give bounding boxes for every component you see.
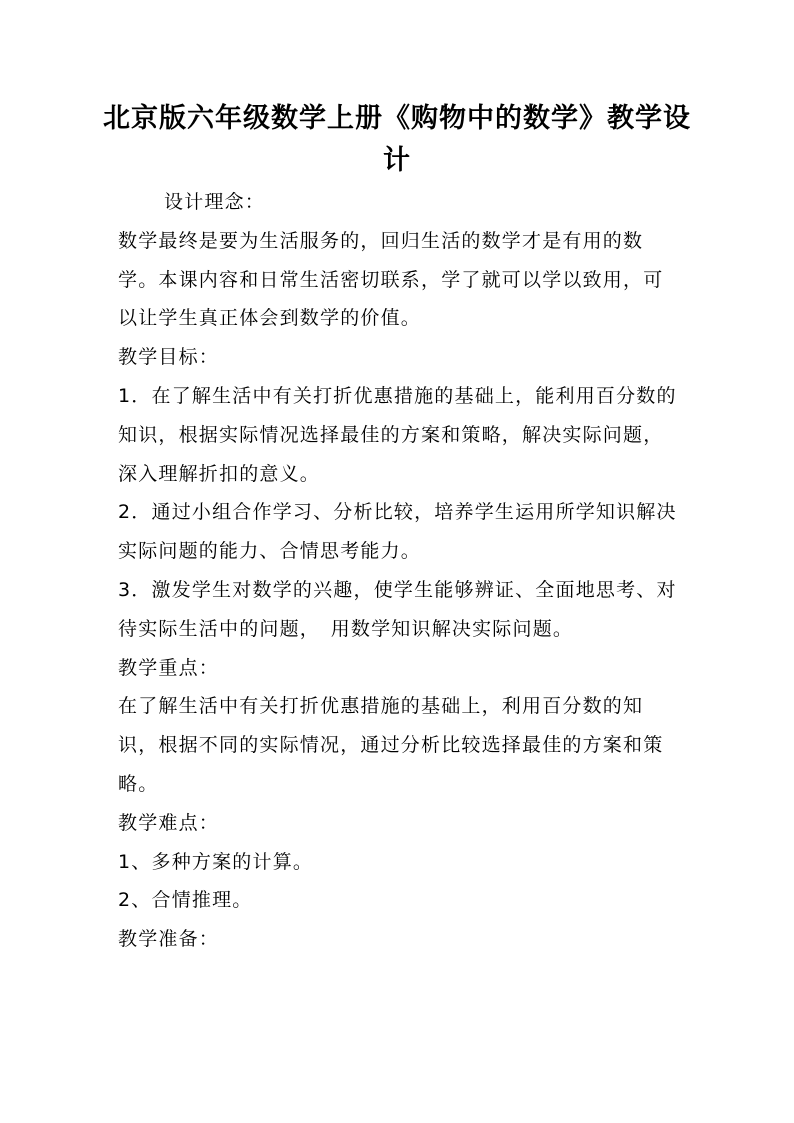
section-heading-difficulties: 教学难点： [118, 811, 220, 834]
paragraph-key-points: 在了解生活中有关打折优惠措施的基础上，利用百分数的知识，根据不同的实际情况，通过分析比较选择最佳的方案和策略。 [118, 695, 664, 795]
document-title: 北京版六年级数学上册《购物中的数学》教学设计 [103, 103, 691, 176]
section-heading-design-concept: 设计理念： [164, 191, 266, 213]
goal-item-1: 1．在了解生活中有关打折优惠措施的基础上，能利用百分数的知识，根据实际情况选择最佳的方案和策略，解决实际问题，深入理解折扣的意义。 [118, 384, 677, 485]
section-heading-key-points: 教学重点： [118, 656, 220, 679]
paragraph-design-concept: 数学最终是要为生活服务的，回归生活的数学才是有用的数学。本课内容和日常生活密切联系，学了就可以学以致用，可以让学生真正体会到数学的价值。 [118, 229, 664, 330]
difficulty-item-2: 2、合情推理。 [118, 889, 253, 912]
document-body [118, 183, 678, 959]
section-heading-teaching-goals: 教学目标： [118, 346, 220, 369]
goal-item-3: 3．激发学生对数学的兴趣，使学生能够辨证、全面地思考、对待实际生活中的问题， 用数学知识解决实际问题。 [118, 578, 677, 640]
goal-item-2: 2．通过小组合作学习、分析比较，培养学生运用所学知识解决实际问题的能力、合情思考能力。 [118, 501, 677, 563]
section-heading-preparation: 教学准备： [118, 928, 220, 951]
difficulty-item-1: 1、多种方案的计算。 [118, 850, 314, 873]
